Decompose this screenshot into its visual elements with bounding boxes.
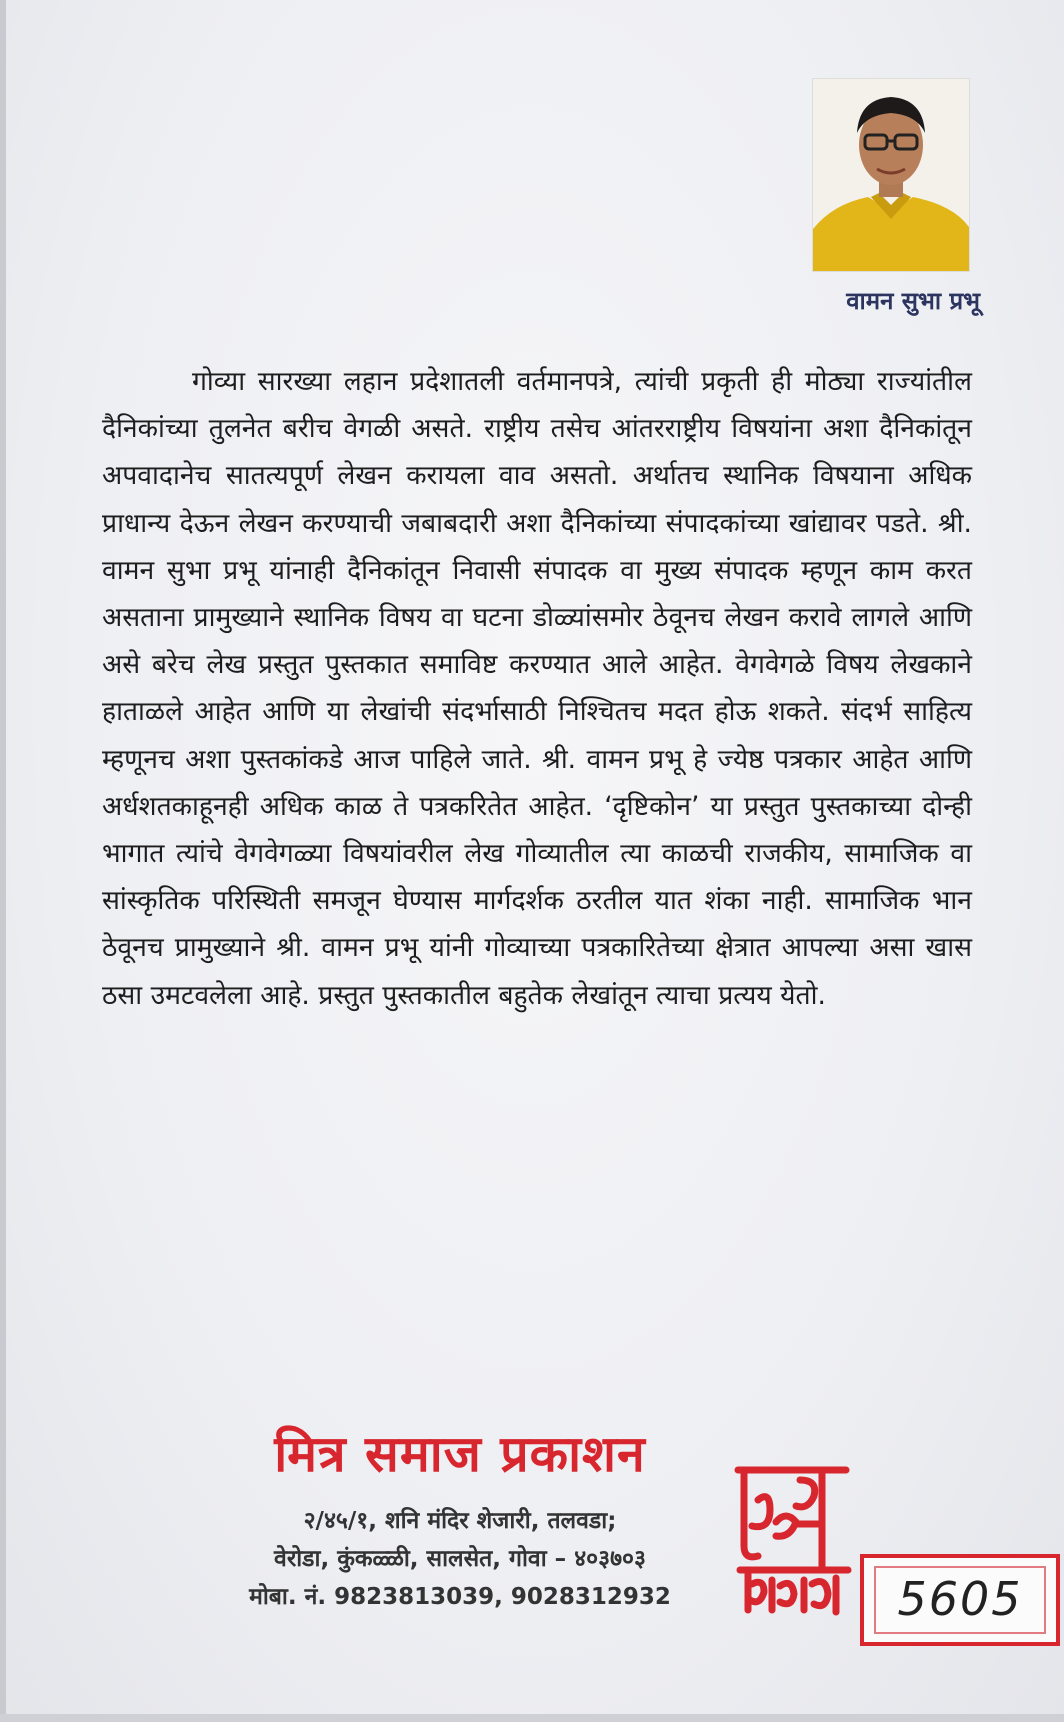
- publisher-phone: मोबा. नं. 9823813039, 9028312932: [249, 1584, 671, 1610]
- author-photo: [812, 78, 970, 272]
- cover-bottom-edge: [0, 1714, 1064, 1722]
- publisher-address-line-1: २/४५/१, शनि मंदिर शेजारी, तलवडा;: [303, 1508, 617, 1534]
- author-name-caption: वामन सुभा प्रभू: [846, 287, 980, 315]
- blurb-paragraph: गोव्या सारख्या लहान प्रदेशातली वर्तमानपत्रे, त्यांची प्रकृती ही मोठ्या राज्यांतील दैनिकांच्या तुलनेत बरीच वेगळी असते. राष्ट्रीय तसेच आंतरराष्ट्रीय विषयांना अशा दैनिकांतून अपवादानेच सातत्यपूर्ण लेखन करायला वाव असतो. अर्थातच स्थानिक विषयाना अधिक प्राधान्य देऊन लेखन करण्याची जबाबदारी अशा दैनिकांच्या संपादकांच्या खांद्यावर पडते. श्री. वामन सुभा प्रभू यांनाही दैनिकांतून निवासी संपादक वा मुख्य संपादक म्हणून काम करत असताना प्रामुख्याने स्थानिक विषय वा घटना डोळ्यांसमोर ठेवूनच लेखन करावे लागले आणि असे बरेच लेख प्रस्तुत पुस्तकात समाविष्ट करण्यात आले आहेत. वेगवेगळे विषय लेखकाने हाताळले आहेत आणि या लेखांची संदर्भासाठी निश्चितच मदत होऊ शकते. संदर्भ साहित्य म्हणूनच अशा पुस्तकांकडे आज पाहिले जाते. श्री. वामन प्रभू हे ज्येष्ठ पत्रकार आहेत आणि अर्धशतकाहूनही अधिक काळ ते पत्रकरितेत आहेत. ‘दृष्टिकोन’ या प्रस्तुत पुस्तकाच्या दोन्ही भागात त्यांचे वेगवेगळ्या विषयांवरील लेख गोव्यातील त्या काळची राजकीय, सामाजिक वा सांस्कृतिक परिस्थिती समजून घेण्यास मार्गदर्शक ठरतील यात शंका नाही. सामाजिक भान ठेवूनच प्रामुख्याने श्री. वामन प्रभू यांनी गोव्याच्या पत्रकारितेच्या क्षेत्रात आपल्या असा खास ठसा उमटवलेला आहे. प्रस्तुत पुस्तकातील बहुतेक लेखांतून त्याचा प्रत्यय येतो.: [102, 366, 972, 1011]
- cover-left-edge: [0, 0, 6, 1722]
- publisher-address-line-2: वेरोडा, कुंकळ्ळी, सालसेत, गोवा – ४०३७०३: [274, 1546, 646, 1572]
- author-portrait-illustration: [813, 79, 969, 271]
- publisher-name: मित्र समाज प्रकाशन: [274, 1425, 646, 1483]
- stamp-logo-icon: [730, 1460, 854, 1620]
- blurb: [102, 358, 972, 1019]
- publisher-logo-stamp: [730, 1460, 854, 1620]
- accession-number: 5605: [897, 1572, 1023, 1626]
- accession-number-sticker: [860, 1554, 1060, 1646]
